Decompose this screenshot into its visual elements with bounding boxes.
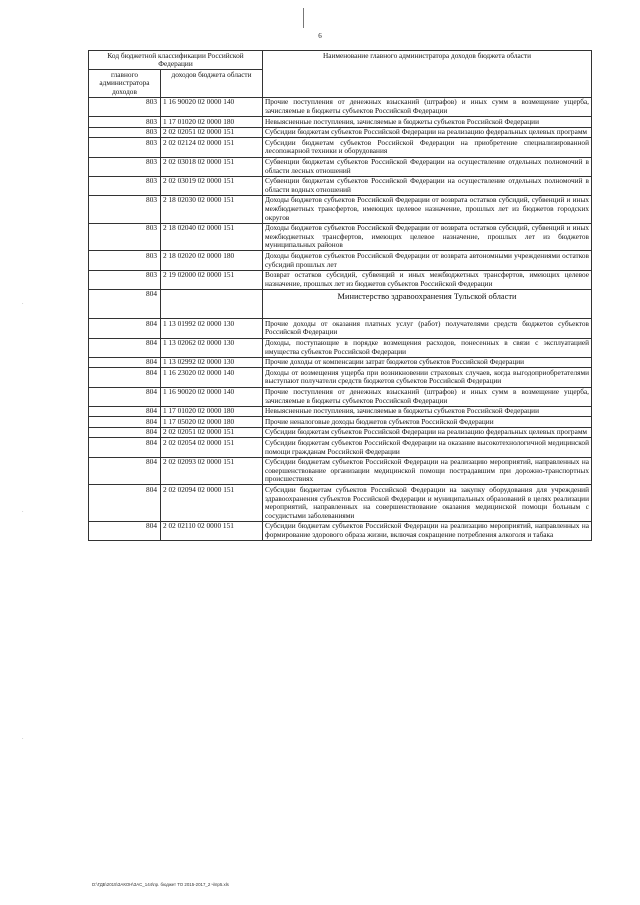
table-row: [89, 176, 592, 195]
budget-code-cell: [161, 289, 263, 319]
scan-dot: .: [22, 300, 24, 306]
revenue-name-cell: Возврат остатков субсидий, субвенций и иных межбюджетных трансфертов, имеющих целевое назначение, прошлых лет из бюджетов субъектов Российской Федерации: [263, 270, 592, 289]
table-row: [89, 427, 592, 438]
revenue-name-cell: Субсидии бюджетам субъектов Российской Федерации на приобретение специализированной лесопожарной техники и оборудования: [263, 138, 592, 157]
admin-code-cell: 804: [89, 319, 161, 338]
revenue-name-cell: Доходы, поступающие в порядке возмещения расходов, понесенных в связи с эксплуатацией имущества субъектов Российской Федерации: [263, 338, 592, 357]
admin-code-cell: 804: [89, 521, 161, 540]
table-body: [89, 97, 592, 540]
table-row: [89, 387, 592, 406]
admin-code-cell: 803: [89, 127, 161, 138]
revenue-name-cell: Доходы бюджетов субъектов Российской Федерации от возврата остатков субсидий, субвенций и иных межбюджетных трансфертов, имеющих целевое назначение, прошлых лет из бюджетов муниципальных районов: [263, 223, 592, 251]
page-number: 6: [318, 32, 322, 40]
revenue-name-cell: Субсидии бюджетам субъектов Российской Федерации на реализацию федеральных целевых программ: [263, 427, 592, 438]
revenue-name-cell: Невыясненные поступления, зачисляемые в бюджеты субъектов Российской Федерации: [263, 406, 592, 417]
budget-code-cell: 1 16 90020 02 0000 140: [161, 387, 263, 406]
admin-code-cell: 804: [89, 289, 161, 319]
budget-code-cell: 2 02 02051 02 0000 151: [161, 427, 263, 438]
scan-dot: .: [22, 508, 24, 514]
table-row: [89, 406, 592, 417]
revenue-name-cell: Субсидии бюджетам субъектов Российской Федерации на реализацию федеральных целевых программ: [263, 127, 592, 138]
table-row: [89, 338, 592, 357]
revenue-name-cell: Субсидии бюджетам субъектов Российской Федерации на реализацию мероприятий, направленных на совершенствование организации медицинской помощи пострадавшим при дорожно-транспортных происшествиях: [263, 457, 592, 485]
admin-code-cell: 803: [89, 176, 161, 195]
admin-code-cell: 803: [89, 223, 161, 251]
header-chief-admin: главного администратора доходов: [89, 70, 161, 98]
table-row: [89, 97, 592, 116]
budget-code-cell: 1 13 01992 02 0000 130: [161, 319, 263, 338]
budget-code-cell: 2 18 02020 02 0000 180: [161, 251, 263, 270]
budget-code-cell: 2 02 02094 02 0000 151: [161, 485, 263, 521]
revenue-name-cell: Доходы от возмещения ущерба при возникновении страховых случаев, когда выгодоприобретателями выступают получатели средств бюджетов субъектов Российской Федерации: [263, 368, 592, 387]
table-row: [89, 485, 592, 521]
budget-code-cell: 2 02 03018 02 0000 151: [161, 157, 263, 176]
table-header-row: [89, 51, 592, 70]
revenue-name-cell: Субсидии бюджетам субъектов Российской Федерации на оказание высокотехнологичной медицинской помощи гражданам Российской Федерации: [263, 438, 592, 457]
admin-code-cell: 804: [89, 387, 161, 406]
table-row: [89, 270, 592, 289]
scan-mark: [303, 8, 304, 28]
admin-code-cell: 803: [89, 97, 161, 116]
admin-code-cell: 804: [89, 338, 161, 357]
budget-code-cell: 2 02 02110 02 0000 151: [161, 521, 263, 540]
admin-code-cell: 804: [89, 357, 161, 368]
table-row: [89, 127, 592, 138]
file-path: D:\ГДБ\2015\ЗАКОН\ЗАС_144\пр. бюджет ТО 2015-2017_2 ч\пр5.xls: [92, 882, 229, 887]
scan-dot: .: [22, 735, 24, 741]
admin-code-cell: 804: [89, 406, 161, 417]
budget-code-cell: 1 16 90020 02 0000 140: [161, 97, 263, 116]
budget-code-cell: 2 02 02093 02 0000 151: [161, 457, 263, 485]
budget-code-cell: 2 19 02000 02 0000 151: [161, 270, 263, 289]
header-bk-code: Код бюджетной классификации Российской Федерации: [89, 51, 263, 70]
budget-code-cell: 2 02 02124 02 0000 151: [161, 138, 263, 157]
table-row: [89, 157, 592, 176]
admin-code-cell: 803: [89, 117, 161, 128]
table-row: [89, 457, 592, 485]
revenue-name-cell: Прочие поступления от денежных взысканий (штрафов) и иных сумм в возмещение ущерба, зачисляемые в бюджеты субъектов Российской Федерации: [263, 387, 592, 406]
revenue-administrators-table: [88, 50, 592, 541]
revenue-name-cell: Субвенции бюджетам субъектов Российской Федерации на осуществление отдельных полномочий в области водных отношений: [263, 176, 592, 195]
table-row: [89, 195, 592, 223]
table-row: [89, 117, 592, 128]
admin-code-cell: 804: [89, 457, 161, 485]
table-row: [89, 138, 592, 157]
table-row: [89, 223, 592, 251]
admin-code-cell: 803: [89, 251, 161, 270]
admin-code-cell: 803: [89, 157, 161, 176]
admin-code-cell: 804: [89, 417, 161, 428]
revenue-name-cell: Доходы бюджетов субъектов Российской Федерации от возврата автономными учреждениями остатков субсидий прошлых лет: [263, 251, 592, 270]
budget-code-cell: 2 02 02051 02 0000 151: [161, 127, 263, 138]
budget-code-cell: 1 17 01020 02 0000 180: [161, 117, 263, 128]
revenue-name-cell: Невыясненные поступления, зачисляемые в бюджеты субъектов Российской Федерации: [263, 117, 592, 128]
admin-code-cell: 803: [89, 270, 161, 289]
admin-code-cell: 804: [89, 427, 161, 438]
ministry-row: [89, 289, 592, 319]
header-budget-revenue: доходов бюджета области: [161, 70, 263, 98]
table-row: [89, 368, 592, 387]
budget-code-cell: 2 02 02054 02 0000 151: [161, 438, 263, 457]
table-row: [89, 319, 592, 338]
revenue-name-cell: Субвенции бюджетам субъектов Российской Федерации на осуществление отдельных полномочий в области лесных отношений: [263, 157, 592, 176]
revenue-name-cell: Субсидии бюджетам субъектов Российской Федерации на реализацию мероприятий, направленных на формирование здорового образа жизни, включая сокращение потребления алкоголя и табака: [263, 521, 592, 540]
table-row: [89, 251, 592, 270]
revenue-name-cell: Прочие доходы от компенсации затрат бюджетов субъектов Российской Федерации: [263, 357, 592, 368]
budget-code-cell: 1 17 05020 02 0000 180: [161, 417, 263, 428]
budget-code-cell: 2 18 02040 02 0000 151: [161, 223, 263, 251]
revenue-name-cell: Субсидии бюджетам субъектов Российской Федерации на закупку оборудования для учреждений здравоохранения субъектов Российской Федерации и муниципальных образований в целях реализации мероприятий, направленных на совершенствование оказания медицинской помощи больным с сосудистыми заболеваниями: [263, 485, 592, 521]
header-name: Наименование главного администратора доходов бюджета области: [263, 51, 592, 98]
budget-code-cell: 2 02 03019 02 0000 151: [161, 176, 263, 195]
ministry-name-cell: Министерство здравоохранения Тульской области: [263, 289, 592, 319]
admin-code-cell: 804: [89, 438, 161, 457]
table-row: [89, 417, 592, 428]
budget-code-cell: 1 17 01020 02 0000 180: [161, 406, 263, 417]
admin-code-cell: 803: [89, 195, 161, 223]
budget-code-cell: 1 13 02992 02 0000 130: [161, 357, 263, 368]
budget-code-cell: 2 18 02030 02 0000 151: [161, 195, 263, 223]
table-row: [89, 521, 592, 540]
budget-code-cell: 1 16 23020 02 0000 140: [161, 368, 263, 387]
budget-code-cell: 1 13 02062 02 0000 130: [161, 338, 263, 357]
table-row: [89, 357, 592, 368]
revenue-name-cell: Прочие поступления от денежных взысканий (штрафов) и иных сумм в возмещение ущерба, зачисляемые в бюджеты субъектов Российской Федерации: [263, 97, 592, 116]
admin-code-cell: 804: [89, 485, 161, 521]
admin-code-cell: 803: [89, 138, 161, 157]
revenue-name-cell: Доходы бюджетов субъектов Российской Федерации от возврата остатков субсидий, субвенций и иных межбюджетных трансфертов, имеющих целевое назначение, прошлых лет из бюджетов городских округов: [263, 195, 592, 223]
revenue-name-cell: Прочие доходы от оказания платных услуг (работ) получателями средств бюджетов субъектов Российской Федерации: [263, 319, 592, 338]
revenue-name-cell: Прочие неналоговые доходы бюджетов субъектов Российской Федерации: [263, 417, 592, 428]
admin-code-cell: 804: [89, 368, 161, 387]
table-row: [89, 438, 592, 457]
